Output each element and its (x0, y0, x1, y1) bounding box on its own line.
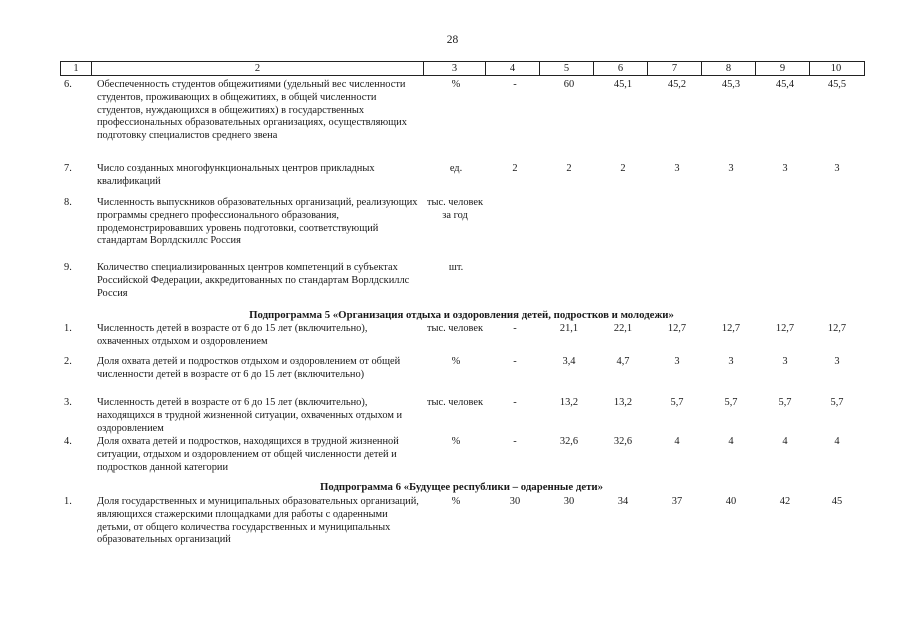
row-value: 2 (512, 163, 518, 174)
row-description: Численность выпускников образовательных организаций, реализующих программы среднего профессионального образования, продемонстрировавших уровень подготовки, соответствующий стандартам Ворлдскиллс Россия (97, 197, 418, 247)
row-unit: % (451, 436, 461, 447)
row-number: 7. (64, 163, 72, 174)
row-number: 1. (64, 496, 72, 507)
row-value: 60 (563, 79, 575, 90)
row-value: 42 (779, 496, 791, 507)
row-number: 3. (64, 397, 72, 408)
row-description: Количество специализированных центров компетенций в субъектах Российской Федерации, аккредитованных по стандартам Ворлдскиллс Россия (97, 262, 410, 299)
row-value: 37 (671, 496, 683, 507)
row-value: 45 (831, 496, 843, 507)
row-value: 4 (834, 436, 840, 447)
row-description: Обеспеченность студентов общежитиями (удельный вес численности студентов, проживающих в общежитиях, в общей численности студентов, нуждающихся в общежитиях) в государственных профессиональных образовательных организациях, осуществляющих подготовку специалистов среднего звена (97, 79, 407, 142)
row-value: 4 (782, 436, 788, 447)
row-value: 34 (617, 496, 629, 507)
row-value: 12,7 (827, 323, 847, 334)
row-value: 45,3 (721, 79, 741, 90)
header-cell: 9 (756, 62, 810, 75)
row-value: 4 (674, 436, 680, 447)
row-value: 12,7 (667, 323, 687, 334)
row-unit: % (451, 496, 461, 507)
row-description: Доля государственных и муниципальных образовательных организаций, являющихся стажерскими площадками для работы с одаренными детьми, от общего количества государственных и муниципальных образовательных организаций (97, 496, 419, 546)
header-cell: 1 (61, 62, 92, 75)
row-value: 3 (782, 163, 788, 174)
header-cell: 10 (830, 63, 842, 74)
row-description: Численность детей в возрасте от 6 до 15 лет (включительно), находящихся в трудной жизненной ситуации, охваченных отдыхом и оздоровлением (97, 397, 403, 434)
row-value: 2 (566, 163, 572, 174)
row-value: 3 (834, 356, 840, 367)
row-value: 4 (728, 436, 734, 447)
row-unit: % (451, 356, 461, 367)
row-value: 2 (620, 163, 626, 174)
row-value: - (513, 323, 517, 334)
row-description: Численность детей в возрасте от 6 до 15 лет (включительно), охваченных отдыхом и оздоровлением (97, 323, 368, 347)
row-value: 21,1 (559, 323, 579, 334)
row-value: 45,5 (827, 79, 847, 90)
row-value: - (513, 79, 517, 90)
section-title: Подпрограмма 6 «Будущее республики – одаренные дети» (319, 481, 604, 493)
row-number: 1. (64, 323, 72, 334)
row-value: 4,7 (616, 356, 630, 367)
row-value: 22,1 (613, 323, 633, 334)
header-cell: 6 (594, 62, 648, 75)
row-unit: тыс. человек (426, 323, 484, 334)
row-value: 13,2 (559, 397, 579, 408)
row-unit: тыс. человек за год (426, 197, 484, 221)
row-value: 5,7 (724, 397, 738, 408)
row-value: 5,7 (670, 397, 684, 408)
row-description: Число созданных многофункциональных центров прикладных квалификаций (97, 163, 375, 187)
row-value: 5,7 (830, 397, 844, 408)
table-header (60, 61, 865, 76)
row-number: 6. (64, 79, 72, 90)
row-value: - (513, 436, 517, 447)
page-number: 28 (446, 34, 459, 46)
row-unit: % (451, 79, 461, 90)
header-cell: 8 (702, 62, 756, 75)
row-value: 3 (728, 163, 734, 174)
row-value: 3 (834, 163, 840, 174)
row-value: - (513, 397, 517, 408)
row-value: 12,7 (721, 323, 741, 334)
row-value: 13,2 (613, 397, 633, 408)
row-unit: тыс. человек (426, 397, 484, 408)
row-value: - (513, 356, 517, 367)
row-value: 3 (674, 163, 680, 174)
row-value: 12,7 (775, 323, 795, 334)
row-value: 32,6 (559, 436, 579, 447)
row-value: 3 (782, 356, 788, 367)
row-value: 3 (728, 356, 734, 367)
row-number: 2. (64, 356, 72, 367)
row-number: 4. (64, 436, 72, 447)
header-cell: 4 (486, 62, 540, 75)
row-value: 45,2 (667, 79, 687, 90)
row-value: 32,6 (613, 436, 633, 447)
section-title: Подпрограмма 5 «Организация отдыха и оздоровления детей, подростков и молодежи» (249, 309, 674, 321)
row-number: 8. (64, 197, 72, 208)
header-cell: 3 (424, 62, 486, 75)
row-value: 30 (509, 496, 521, 507)
row-unit: шт. (448, 262, 464, 273)
row-number: 9. (64, 262, 72, 273)
row-value: 30 (563, 496, 575, 507)
row-unit: ед. (449, 163, 463, 174)
row-value: 3,4 (562, 356, 576, 367)
row-value: 3 (674, 356, 680, 367)
row-value: 45,1 (613, 79, 633, 90)
row-value: 40 (725, 496, 737, 507)
header-cell: 7 (648, 62, 702, 75)
row-value: 45,4 (775, 79, 795, 90)
header-cell: 2 (92, 62, 424, 75)
row-value: 5,7 (778, 397, 792, 408)
row-description: Доля охвата детей и подростков отдыхом и оздоровлением от общей численности детей в возрасте от 6 до 15 лет (включительно) (97, 356, 401, 380)
header-cell: 5 (540, 62, 594, 75)
row-description: Доля охвата детей и подростков, находящихся в трудной жизненной ситуации, отдыхом и оздоровлением от общей численности детей и подростков данной категории (97, 436, 399, 473)
